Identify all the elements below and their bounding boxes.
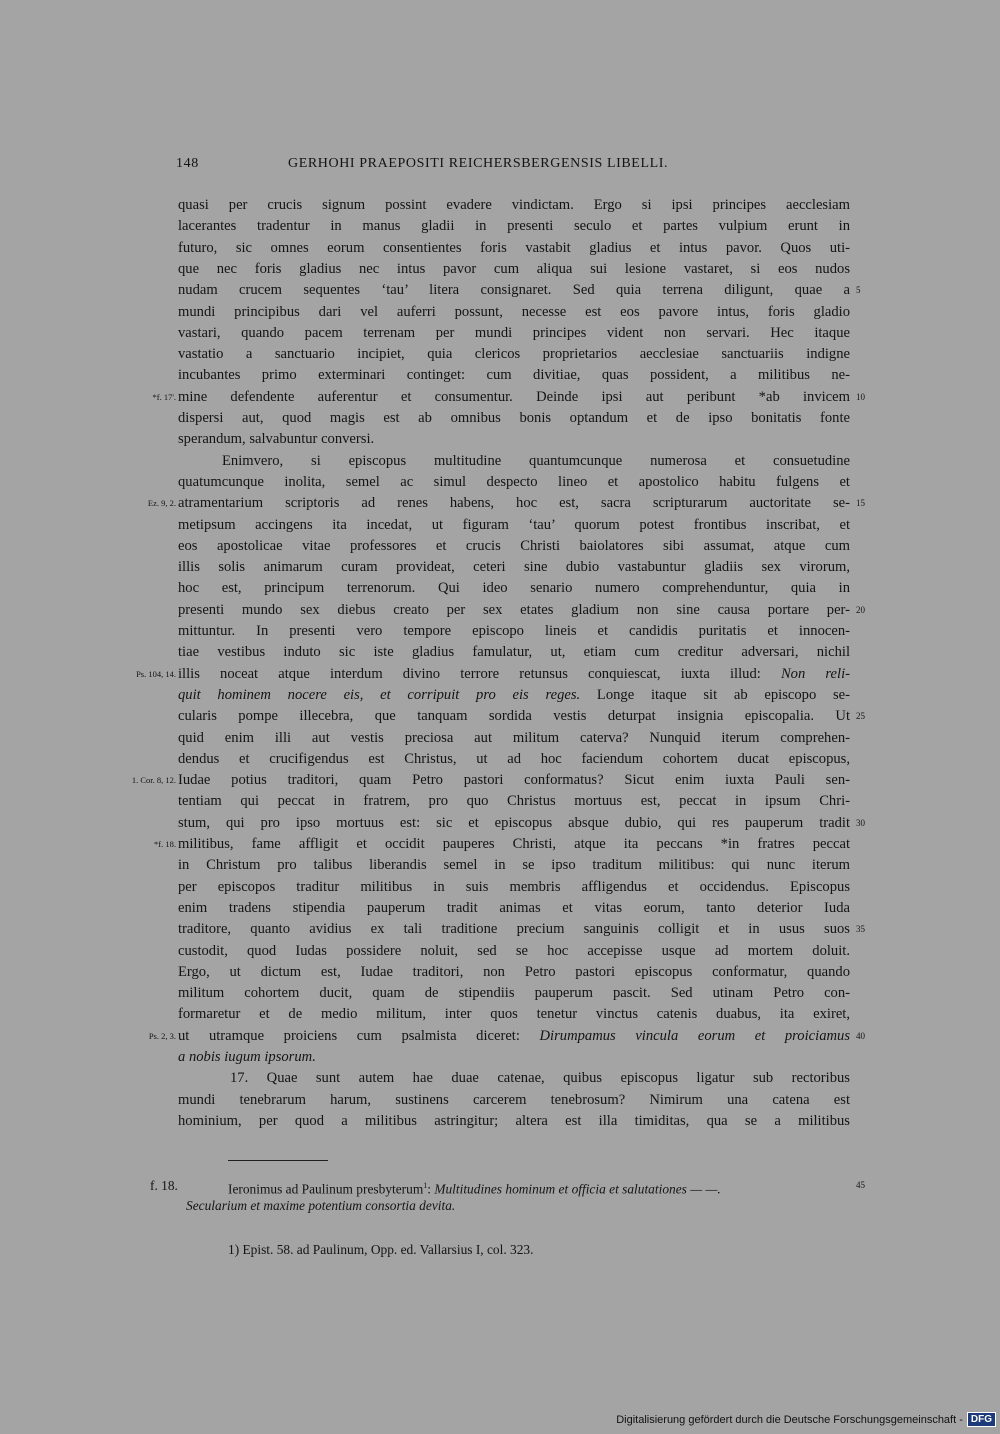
text-line-content: presenti mundo sex diebus creato per sex etates gladium non sine causa portare per- <box>178 601 850 618</box>
text-line-content: eos apostolicae vitae professores et crucis Christi baiolatores sibi assumat, atque cum <box>178 537 850 554</box>
text-line-content: mittuntur. In presenti vero tempore episcopo lineis et candidis puritatis et innocen- <box>178 623 850 639</box>
text-line <box>178 791 850 812</box>
text-line <box>178 685 850 706</box>
text-line-content: 17. Quae sunt autem hae duae catenae, quibus episcopus ligatur sub rectoribus <box>230 1070 850 1087</box>
italic-quotation: a nobis iugum ipsorum. <box>178 1049 316 1065</box>
margin-reference: Ps. 2, 3. <box>148 1030 176 1041</box>
text-line-content: lacerantes tradentur in manus gladii in presenti seculo et partes vulpium erunt in <box>178 218 850 235</box>
text-line <box>178 259 850 280</box>
text-line-content: incubantes primo exterminari continget: cum divitiae, quas possident, a militibus ne- <box>178 367 850 384</box>
text-line-content: mundi principibus dari vel auferri possunt, necesse est eos pavore intus, foris gladio <box>178 303 850 320</box>
text-line <box>178 302 850 323</box>
text-line-content: vastari, quando pacem terrenam per mundi principes vident non servari. Hec itaque <box>178 324 850 341</box>
critical-note-line-2: Secularium et maxime potentium consortia devita. <box>186 1198 456 1213</box>
critical-note-source: Ieronimus ad Paulinum presbyterum <box>228 1181 424 1197</box>
text-line <box>178 941 850 962</box>
credit-text: Digitalisierung gefördert durch die Deutsche Forschungsgemeinschaft - <box>616 1413 963 1426</box>
text-line-content: hominium, per quod a militibus astringitur; altera est illa timiditas, qua se a militibus <box>178 1112 850 1129</box>
text-line <box>178 557 850 578</box>
text-line-content: custodit, quod Iudas possidere noluit, sed se hoc accepisse usque ad mortem doluit. <box>178 942 850 959</box>
dfg-logo: DFG <box>967 1412 996 1427</box>
text-line <box>178 195 850 216</box>
text-line-content: vastatio a sanctuario incipiet, quia clericos proprietarios aecclesiae sanctuariis indigne <box>178 346 850 363</box>
line-number: 5 <box>856 285 861 296</box>
margin-reference: *f. 18. <box>154 839 176 849</box>
text-line <box>178 238 850 259</box>
text-line <box>178 429 850 450</box>
text-line <box>178 813 850 834</box>
italic-quotation: Dirumpamus vincula eorum et proiciamus <box>539 1027 851 1044</box>
text-line <box>178 770 850 791</box>
text-line-content: tiae vestibus induto sic iste gladius famulatur, ut, etiam cum creditur adversari, nichil <box>178 644 850 661</box>
italic-quotation: quit hominem nocere eis, et corripuit pro eis reges. <box>178 686 581 703</box>
text-line-content: dendus et crucifigendus est Christus, ut ad hoc faciendum cohortem ducat episcopus, <box>178 750 850 767</box>
text-line <box>178 323 850 344</box>
text-line-content: hoc est, principum terrenorum. Qui ideo senario numero comprehenduntur, quia in <box>178 580 850 597</box>
text-line-content: Iudae potius traditori, quam Petro pastori conformatus? Sicut enim iuxta Pauli sen- <box>178 772 850 789</box>
italic-quotation: Non reli- <box>780 665 850 682</box>
text-line-content: quasi per crucis signum possint evadere vindictam. Ergo si ipsi principes aecclesiam <box>178 197 850 213</box>
text-line-content: futuro, sic omnes eorum consentientes foris vastabit gladius et intus pavor. Quos uti- <box>178 239 850 256</box>
text-line-content: Enimvero, si episcopus multitudine quantumcunque numerosa et consuetudine <box>222 452 850 469</box>
text-line <box>178 1068 850 1089</box>
text-line <box>178 280 850 301</box>
digitization-credit <box>616 1412 996 1427</box>
text-line <box>178 706 850 727</box>
text-line <box>178 536 850 557</box>
text-line-content: in Christum pro talibus liberandis semel in se ipso traditum militibus: qui nunc iterum <box>178 857 850 874</box>
text-line <box>178 664 850 685</box>
text-line <box>178 365 850 386</box>
footnote-divider <box>228 1160 328 1161</box>
text-line <box>178 1047 850 1068</box>
text-line <box>178 834 850 855</box>
text-line-content: dispersi aut, quod magis est ab omnibus bonis optandum et de ipso bonitatis fonte <box>178 410 850 426</box>
margin-reference: 1. Cor. 8, 12. <box>131 775 176 786</box>
text-line-content: quatumcunque inolita, semel ac simul despecto lineo et apostolico habitu fulgens et <box>178 473 850 490</box>
line-number: 35 <box>856 924 865 935</box>
text-line <box>178 387 850 408</box>
line-number: 40 <box>856 1030 865 1041</box>
text-line <box>178 1111 850 1132</box>
running-title: GERHOHI PRAEPOSITI REICHERSBERGENSIS LIBELLI. <box>288 156 669 171</box>
text-line-content: militum cohortem ducit, quam de stipendiis pauperum pascit. Sed utinam Petro con- <box>178 985 850 1002</box>
text-line <box>178 919 850 940</box>
text-line-content: Ergo, ut dictum est, Iudae traditori, non Petro pastori episcopus conformatur, quando <box>178 963 850 980</box>
text-line-content: tentiam qui peccat in fratrem, pro quo Christus mortuus est, peccat in ipsum Chri- <box>178 793 850 810</box>
text-line <box>178 408 850 429</box>
margin-reference: *f. 17'. <box>152 391 176 402</box>
page-number: 148 <box>176 156 199 171</box>
text-line <box>178 515 850 536</box>
text-line <box>178 728 850 749</box>
text-line <box>178 578 850 599</box>
text-line-content: nudam crucem sequentes ‘tau’ litera consignaret. Sed quia terrena diligunt, quae a <box>178 282 850 299</box>
text-line-content: militibus, fame affligit et occidit pauperes Christi, atque ita peccans *in fratres peccat <box>178 836 850 852</box>
text-line-content: illis noceat atque interdum divino terrore retunsus conquiescat, iuxta illud: Non reli- <box>178 665 850 682</box>
footnote-marker: 1 <box>423 1181 428 1190</box>
text-line <box>178 877 850 898</box>
line-number: 45 <box>856 1180 865 1190</box>
text-line-content: stum, qui pro ipso mortuus est: sic et episcopus absque dubio, qui res pauperum tradit <box>178 814 850 831</box>
text-line-content: mine defendente auferentur et consumentur. Deinde ipsi aut peribunt *ab invicem <box>178 388 850 405</box>
text-line <box>178 472 850 493</box>
text-line-content: sperandum, salvabuntur conversi. <box>178 431 375 448</box>
text-line <box>178 451 850 472</box>
text-line <box>178 1090 850 1111</box>
critical-note-quote: Multitudines hominum et officia et salutationes — —. <box>434 1181 721 1197</box>
critical-note-ref: f. 18. <box>150 1178 178 1193</box>
text-line <box>178 983 850 1004</box>
critical-note-colon: : <box>427 1181 435 1197</box>
text-line <box>178 344 850 365</box>
text-line-content <box>178 1047 850 1068</box>
text-line-content: enim tradens stipendia pauperum tradit animas et vitas eorum, tanto deterior Iuda <box>178 899 850 916</box>
line-number: 20 <box>856 604 865 615</box>
text-line-content: mundi tenebrarum harum, sustinens carcerem tenebrosum? Nimirum una catena est <box>178 1091 850 1108</box>
text-line <box>178 216 850 237</box>
text-line-content: formaretur et de medio militum, inter quos tenetur vinctus catenis duabus, ita exiret, <box>178 1006 850 1023</box>
margin-reference: Ez. 9, 2. <box>147 498 176 509</box>
text-line <box>178 1004 850 1025</box>
margin-reference: Ps. 104, 14. <box>136 668 176 679</box>
text-line <box>178 898 850 919</box>
text-line-content: que nec foris gladius nec intus pavor cum aliqua sui lesione vastaret, si eos nudos <box>178 260 850 277</box>
text-line <box>178 1026 850 1047</box>
line-number: 15 <box>856 498 865 509</box>
text-line <box>178 749 850 770</box>
text-line-content: cularis pompe illecebra, que tanquam sordida vestis deturpat insignia episcopalia. Ut <box>178 708 850 725</box>
text-line <box>178 855 850 876</box>
line-number: 25 <box>856 711 865 722</box>
text-line-content: quid enim illi aut vestis preciosa aut militum caterva? Nunquid iterum comprehen- <box>178 729 850 746</box>
text-line <box>178 642 850 663</box>
line-number: 30 <box>856 817 865 828</box>
text-line <box>178 600 850 621</box>
footnote: 1) Epist. 58. ad Paulinum, Opp. ed. Vallarsius I, col. 323. <box>228 1242 534 1257</box>
text-line <box>178 493 850 514</box>
text-line <box>178 962 850 983</box>
text-line <box>178 621 850 642</box>
text-line-content: ut utramque proiciens cum psalmista diceret: Dirumpamus vincula eorum et proiciamus <box>178 1027 851 1044</box>
line-number: 10 <box>856 391 865 402</box>
text-line-content: per episcopos traditur militibus in suis membris affligendus et occidendus. Episcopus <box>178 878 850 895</box>
text-line-content: metipsum accingens ita incedat, ut figuram ‘tau’ quorum potest frontibus inscribat, et <box>178 516 850 533</box>
text-line-content: traditore, quanto avidius ex tali traditione precium sanguinis colligit et in usus suos <box>178 921 850 938</box>
text-line-content: atramentarium scriptoris ad renes habens, hoc est, sacra scripturarum auctoritate se- <box>178 495 850 512</box>
text-line-content: quit hominem nocere eis, et corripuit pro eis reges. Longe itaque sit ab episcopo se- <box>178 686 850 703</box>
text-line-content: illis solis animarum curam provideat, ceteri sine dubio vastabuntur gladiis sex virorum, <box>178 559 850 576</box>
